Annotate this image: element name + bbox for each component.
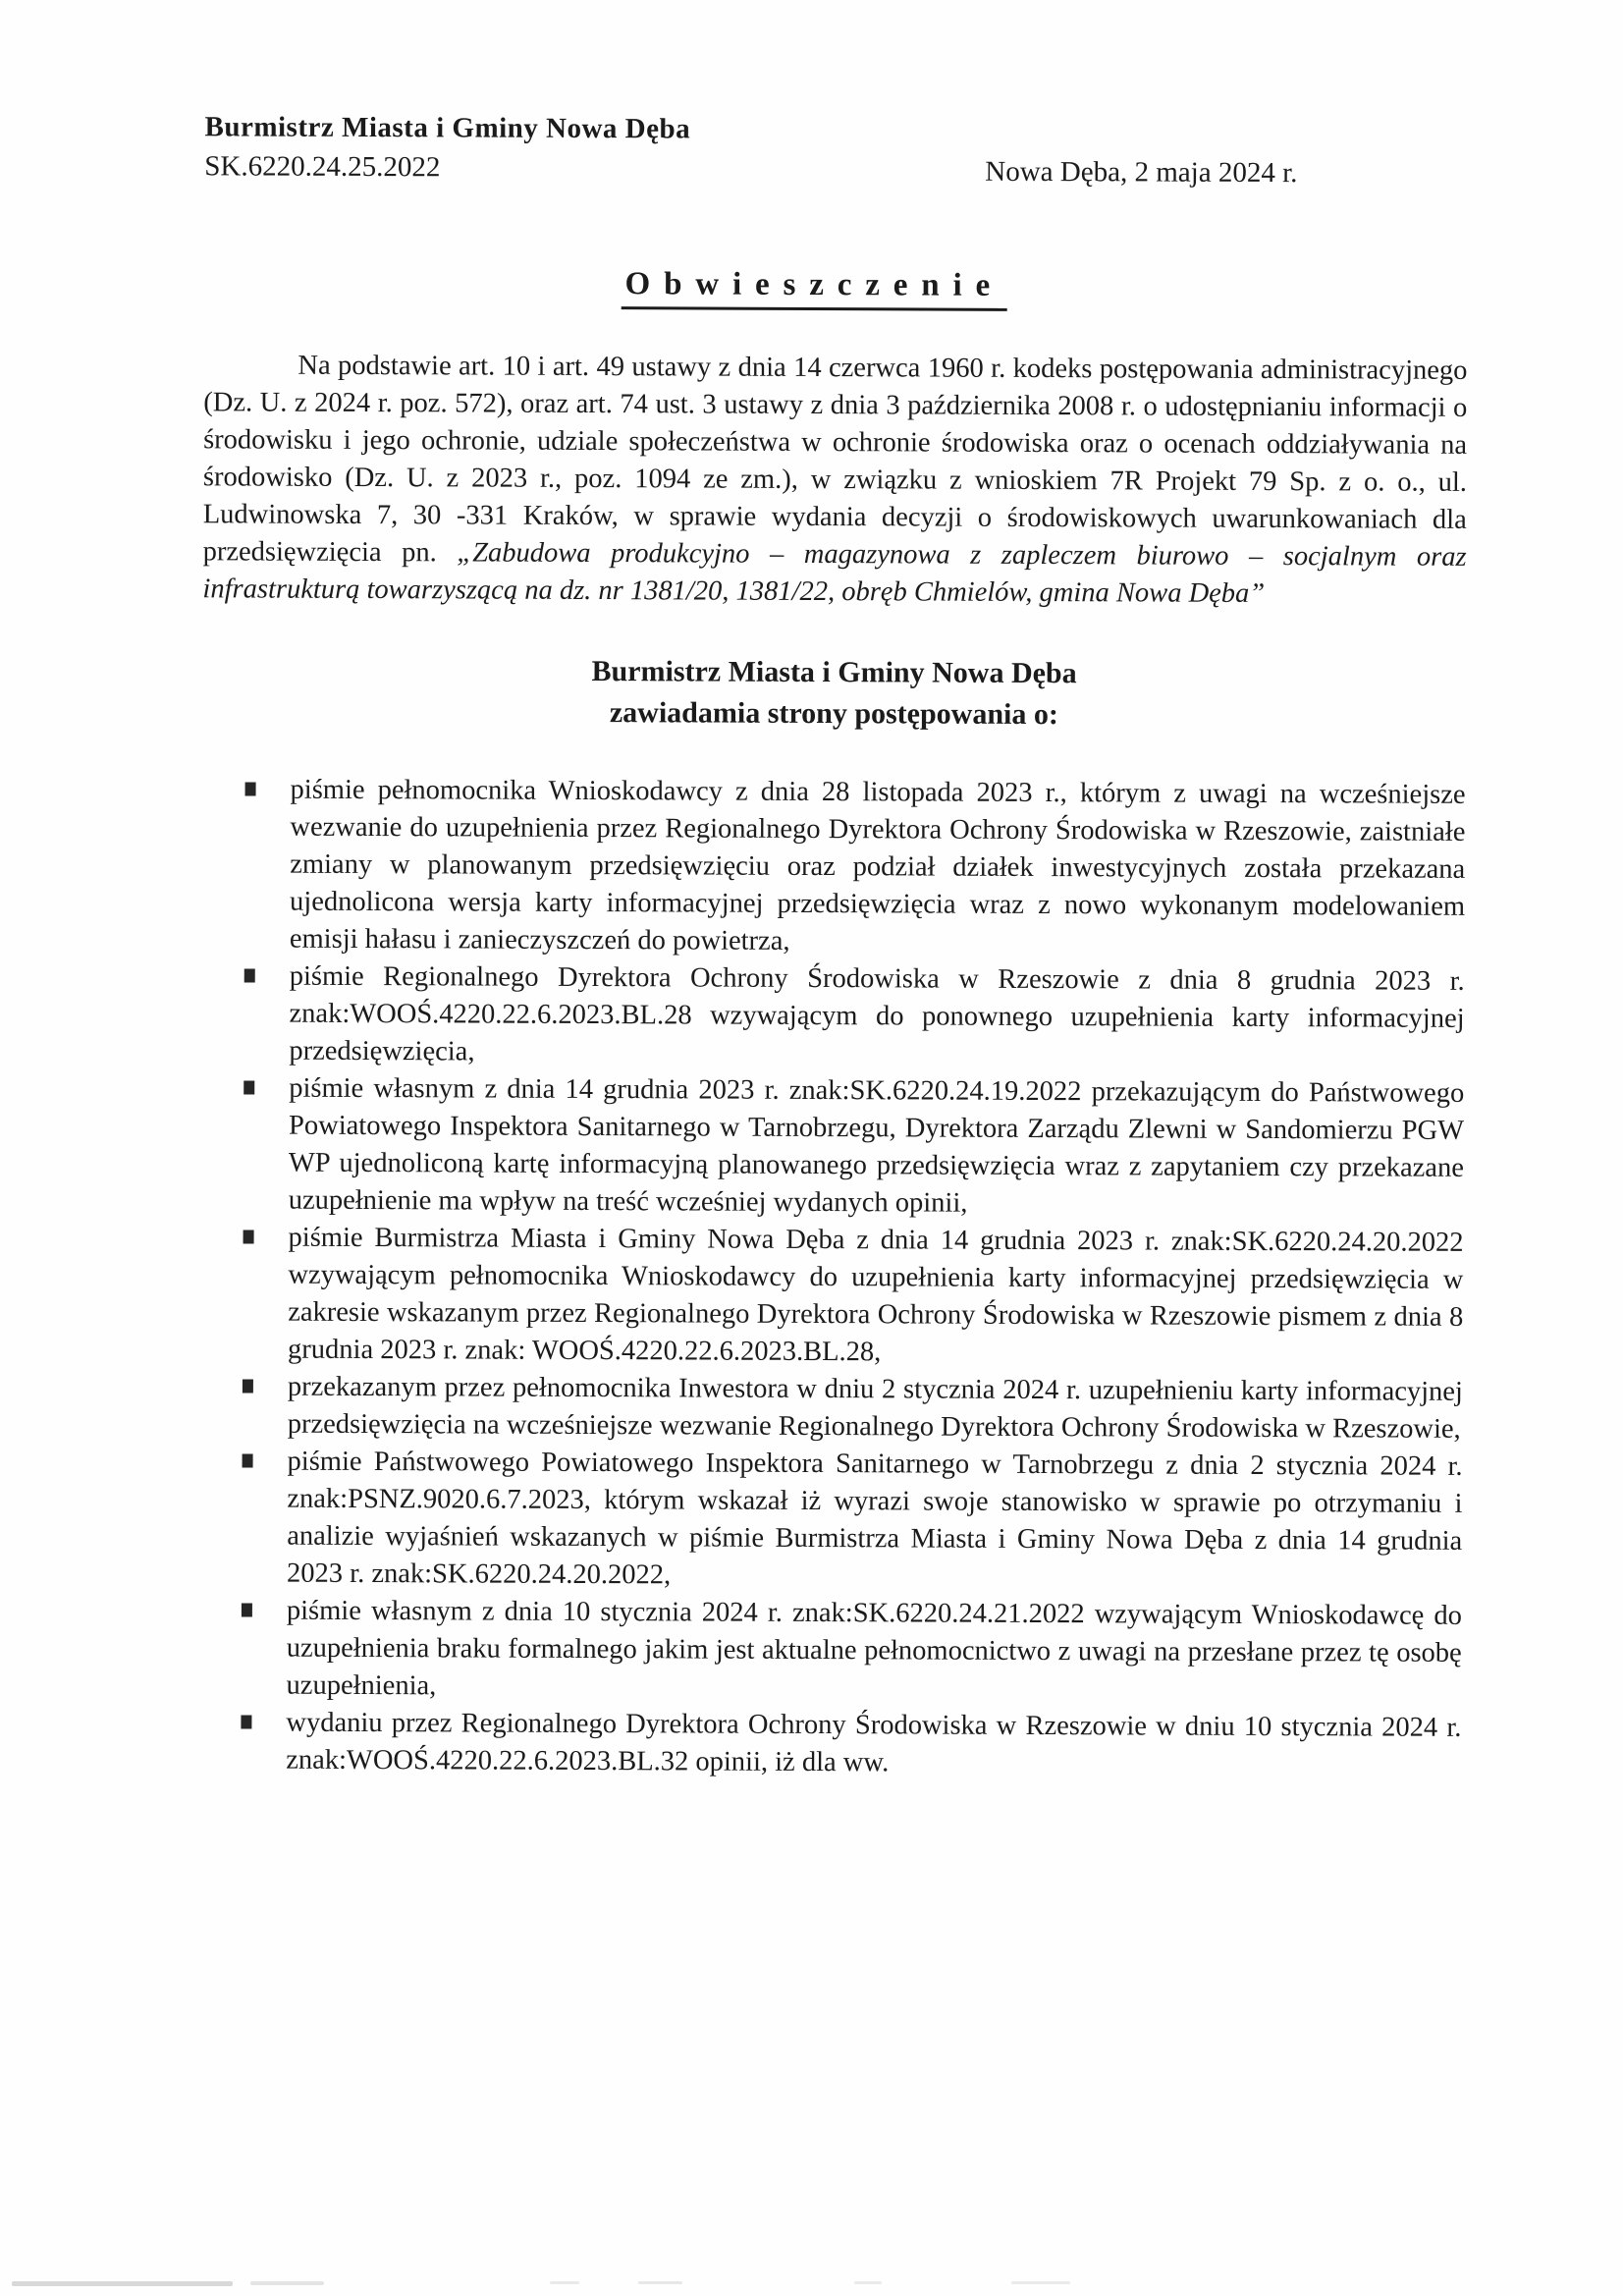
document-header [204,107,690,188]
bullet-square-marker [243,1230,254,1243]
bullet-square-marker [242,1603,252,1616]
bullet-item [200,1069,1465,1225]
bullet-square-marker [241,1715,251,1728]
document-title: Obwieszczenie [621,266,1007,311]
bullet-text: przekazanym przez pełnomocnika Inwestora w dniu 2 stycznia 2024 r. uzupełnieniu karty informacyjnej przedsięwzięcia na wcześniejsze wezwanie Regionalnego Dyrektora Ochrony Środowiska w Rzeszowie, [287,1371,1463,1445]
intro-text: Na podstawie art. 10 i art. 49 ustawy z dnia 14 czerwca 1960 r. kodeks postępowania administracyjnego (Dz. U. z 2024 r. poz. 572), oraz art. 74 ust. 3 ustawy z dnia 3 października 2008 r. o udostępnianiu informacji o środowisku i jego ochronie, udziale społeczeństwa w ochronie środowiska oraz o ocenach oddziaływania na środowisko (Dz. U. z 2023 r., poz. 1094 ze zm.), w związku z wnioskiem 7R Projekt 79 Sp. z o. o., ul. Ludwinowska 7, 30 -331 Kraków, w sprawie wydania decyzji o środowiskowych uwarunkowaniach dla przedsięwzięcia pn. [202,350,1468,569]
scan-artifact [638,2281,682,2284]
bullet-item [199,1368,1463,1449]
bullet-square-marker [243,1453,253,1467]
notification-bullet-list [197,771,1465,1784]
bullet-item [198,1592,1462,1710]
scan-artifact [250,2281,324,2285]
issuer-name: Burmistrz Miasta i Gminy Nowa Dęba [204,111,691,145]
scan-artifact [550,2281,579,2284]
bullet-square-marker [245,782,256,795]
bullet-text: piśmie własnym z dnia 10 stycznia 2024 r. znak:SK.6220.24.21.2022 wzywającym Wnioskodawcę do uzupełnienia braku formalnego jakim jest aktualne pełnomocnictwo z uwagi na przesłane przez tę osobę uzupełnienia, [286,1595,1462,1702]
bullet-text: piśmie Burmistrza Miasta i Gminy Nowa Dęba z dnia 14 grudnia 2023 r. znak:SK.6220.24.20.2022 wzywającym pełnomocnika Wnioskodawcy do uzupełnienia karty informacyjnej przedsięwzięcia w zakresie wskazanym przez Regionalnego Dyrektora Ochrony Środowiska w Rzeszowie pismem z dnia 8 grudnia 2023 r. znak: WOOŚ.4220.22.6.2023.BL.28, [288,1222,1464,1368]
bullet-square-marker [244,968,255,982]
bullet-item [200,957,1464,1075]
bullet-text: piśmie Państwowego Powiatowego Inspektora Sanitarnego w Tarnobrzegu z dnia 2 stycznia 2024 r. znak:PSNZ.9020.6.7.2023, którym wskazał iż wyrazi swoje stanowisko w sprawie po otrzymaniu i analizie wyjaśnień wskazanych w piśmie Burmistrza Miasta i Gminy Nowa Dęba z dnia 14 grudnia 2023 r. znak:SK.6220.24.20.2022, [287,1446,1463,1591]
intro-paragraph [202,347,1467,614]
scan-artifact [12,2281,233,2286]
bullet-square-marker [243,1080,254,1094]
bullet-item [197,1704,1461,1784]
bullet-text: piśmie własnym z dnia 14 grudnia 2023 r. znak:SK.6220.24.19.2022 przekazującym do Państwowego Powiatowego Inspektora Sanitarnego w Tarnobrzegu, Dyrektora Zarządu Zlewni w Sandomierzu PGW WP ujednoliconą kartę informacyjną planowanego przedsięwzięcia wraz z zapytaniem czy przekazane uzupełnienie ma wpływ na treść wcześniej wydanych opinii, [288,1072,1465,1219]
bullet-item [198,1443,1463,1598]
scan-artifact [854,2281,882,2284]
bullet-item [201,771,1466,963]
subheading [202,649,1466,738]
place-and-date: Nowa Dęba, 2 maja 2024 r. [985,155,1298,190]
subheading-line1: Burmistrz Miasta i Gminy Nowa Dęba [591,655,1077,690]
bullet-square-marker [243,1379,253,1393]
document-body [197,347,1467,1784]
bullet-text: piśmie Regionalnego Dyrektora Ochrony Środowiska w Rzeszowie z dnia 8 grudnia 2023 r. znak:WOOŚ.4220.22.6.2023.BL.28 wzywającym do ponownego uzupełnienia karty informacyjnej przedsięwzięcia, [289,960,1465,1067]
subheading-line2: zawiadamia strony postępowania o: [609,696,1058,732]
bullet-item [199,1219,1464,1374]
title-row [3,263,1623,313]
project-name-quote: „Zabudowa produkcyjno – magazynowa z zapleczem biurowo – socjalnym oraz infrastrukturą towarzyszącą na dz. nr 1381/20, 1381/22, obręb Chmielów, gmina Nowa Dęba” [202,537,1467,610]
reference-number: SK.6220.24.25.2022 [204,150,441,184]
bullet-text: piśmie pełnomocnika Wnioskodawcy z dnia 28 listopada 2023 r., którym z uwagi na wcześniejsze wezwanie do uzupełnienia przez Regionalnego Dyrektora Ochrony Środowiska w Rzeszowie, zaistniałe zmiany w planowanym przedsięwzięciu oraz podział działek inwestycyjnych została przekazana ujednolicona wersja karty informacyjnej przedsięwzięcia wraz z nowo wykonanym modelowaniem emisji hałasu i zanieczyszczeń do powietrza, [289,774,1466,957]
scan-artifact [1011,2281,1070,2284]
bullet-text: wydaniu przez Regionalnego Dyrektora Ochrony Środowiska w Rzeszowie w dniu 10 stycznia 2024 r. znak:WOOŚ.4220.22.6.2023.BL.32 opinii, iż dla ww. [286,1707,1462,1778]
